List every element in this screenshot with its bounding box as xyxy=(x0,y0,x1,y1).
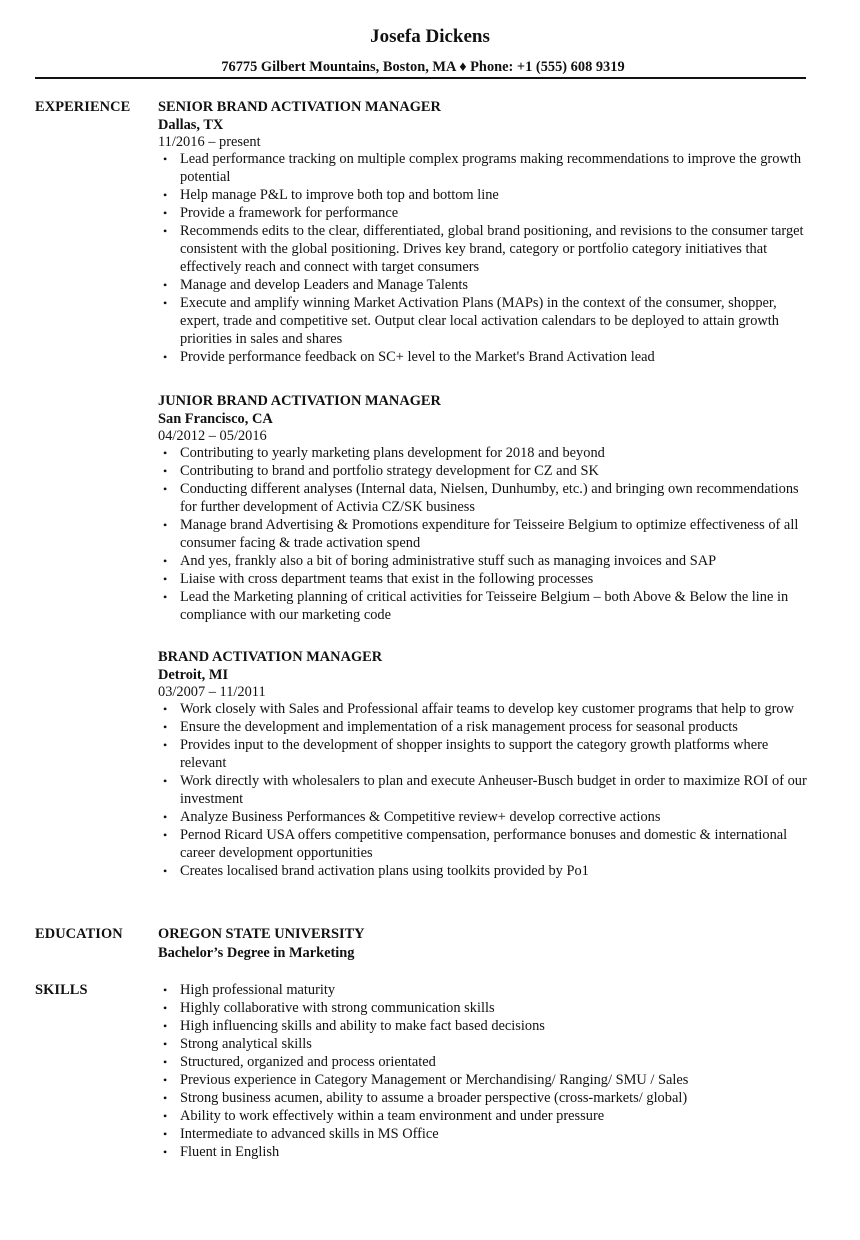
skills-body xyxy=(158,981,818,1161)
list-item-text: Provide a framework for performance xyxy=(180,205,399,221)
job-dates: 04/2012 – 05/2016 xyxy=(158,428,267,444)
job-bullets xyxy=(158,444,818,624)
bullet-icon: • xyxy=(163,224,168,238)
bullet-icon: • xyxy=(163,206,168,220)
list-item xyxy=(158,588,818,624)
list-item-text: Ensure the development and implementation of a risk management process for seasonal products xyxy=(180,719,738,735)
list-item xyxy=(158,348,818,366)
list-item-text: Recommends edits to the clear, differentiated, global brand positioning, and revisions to the consumer target consistent with the global positioning. Drives key brand, category or portfolio category initiatives that effectively reach and connect with target consumers xyxy=(180,223,804,275)
bullet-icon: • xyxy=(163,152,168,166)
list-item-text: Fluent in English xyxy=(180,1144,280,1160)
list-item-text: Analyze Business Performances & Competitive review+ develop corrective actions xyxy=(180,809,661,825)
list-item-text: Lead the Marketing planning of critical activities for Teisseire Belgium – both Above & Below the line in compliance with our marketing code xyxy=(180,589,789,623)
bullet-icon: • xyxy=(163,1145,168,1159)
list-item xyxy=(158,1071,818,1089)
bullet-icon: • xyxy=(163,1019,168,1033)
bullet-icon: • xyxy=(163,774,168,788)
skills-list xyxy=(158,981,818,1161)
list-item-text: Manage brand Advertising & Promotions expenditure for Teisseire Belgium to optimize effectiveness of all consumer facing & trade activation spend xyxy=(180,517,799,551)
list-item-text: Work closely with Sales and Professional affair teams to develop key customer programs that help to grow xyxy=(180,701,795,717)
bullet-icon: • xyxy=(163,482,168,496)
bullet-icon: • xyxy=(163,720,168,734)
bullet-icon: • xyxy=(163,188,168,202)
bullet-icon: • xyxy=(163,1091,168,1105)
bullet-icon: • xyxy=(163,1055,168,1069)
job-title: JUNIOR BRAND ACTIVATION MANAGER xyxy=(158,393,441,409)
list-item xyxy=(158,462,818,480)
list-item-text: Conducting different analyses (Internal data, Nielsen, Dunhumby, etc.) and bringing own recommendations for further development of Activia CZ/SK business xyxy=(180,481,799,515)
bullet-icon: • xyxy=(163,864,168,878)
section-label-skills: SKILLS xyxy=(35,982,88,998)
list-item xyxy=(158,186,818,204)
section-label-experience: EXPERIENCE xyxy=(35,99,131,115)
list-item xyxy=(158,1125,818,1143)
job-bullets xyxy=(158,150,818,366)
job-title: SENIOR BRAND ACTIVATION MANAGER xyxy=(158,99,441,115)
bullet-icon: • xyxy=(163,810,168,824)
education-school: OREGON STATE UNIVERSITY xyxy=(158,926,365,942)
list-item-text: Contributing to yearly marketing plans development for 2018 and beyond xyxy=(180,445,605,461)
list-item xyxy=(158,1143,818,1161)
list-item xyxy=(158,1089,818,1107)
list-item xyxy=(158,736,818,772)
list-item-text: High influencing skills and ability to make fact based decisions xyxy=(180,1018,545,1034)
bullet-icon: • xyxy=(163,446,168,460)
bullet-icon: • xyxy=(163,828,168,842)
list-item xyxy=(158,552,818,570)
list-item-text: Intermediate to advanced skills in MS Office xyxy=(180,1126,439,1142)
bullet-icon: • xyxy=(163,350,168,364)
list-item-text: Ability to work effectively within a team environment and under pressure xyxy=(180,1108,605,1124)
job-location: San Francisco, CA xyxy=(158,411,273,427)
bullet-icon: • xyxy=(163,296,168,310)
list-item xyxy=(158,808,818,826)
bullet-icon: • xyxy=(163,1037,168,1051)
list-item xyxy=(158,999,818,1017)
header-divider xyxy=(35,77,806,79)
list-item xyxy=(158,204,818,222)
candidate-name: Josefa Dickens xyxy=(370,26,490,47)
list-item xyxy=(158,718,818,736)
job-dates: 11/2016 – present xyxy=(158,134,261,150)
list-item-text: Execute and amplify winning Market Activation Plans (MAPs) in the context of the consumer, shopper, expert, trade and competitive set. Output clear local activation calendars to be deployed to attain growth priorities in sales and shares xyxy=(180,295,779,347)
list-item-text: Previous experience in Category Management or Merchandising/ Ranging/ SMU / Sales xyxy=(180,1072,689,1088)
list-item xyxy=(158,294,818,348)
bullet-icon: • xyxy=(163,702,168,716)
list-item-text: Strong analytical skills xyxy=(180,1036,312,1052)
bullet-icon: • xyxy=(163,572,168,586)
list-item-text: Provide performance feedback on SC+ level to the Market's Brand Activation lead xyxy=(180,349,655,365)
list-item xyxy=(158,1053,818,1071)
list-item xyxy=(158,1035,818,1053)
list-item-text: Highly collaborative with strong communication skills xyxy=(180,1000,495,1016)
job-location: Dallas, TX xyxy=(158,117,224,133)
list-item xyxy=(158,150,818,186)
bullet-icon: • xyxy=(163,554,168,568)
job-location: Detroit, MI xyxy=(158,667,229,683)
list-item xyxy=(158,981,818,999)
list-item-text: And yes, frankly also a bit of boring administrative stuff such as managing invoices and SAP xyxy=(180,553,717,569)
list-item-text: Creates localised brand activation plans using toolkits provided by Po1 xyxy=(180,863,589,879)
experience-body xyxy=(158,98,818,879)
job-entry xyxy=(158,392,818,624)
list-item-text: Contributing to brand and portfolio strategy development for CZ and SK xyxy=(180,463,599,479)
list-item xyxy=(158,1107,818,1125)
list-item xyxy=(158,826,818,862)
list-item xyxy=(158,772,818,808)
list-item-text: High professional maturity xyxy=(180,982,336,998)
list-item-text: Work directly with wholesalers to plan and execute Anheuser-Busch budget in order to maximize ROI of our investment xyxy=(180,773,807,807)
list-item xyxy=(158,700,818,718)
bullet-icon: • xyxy=(163,1109,168,1123)
list-item-text: Pernod Ricard USA offers competitive compensation, performance bonuses and domestic & international career development opportunities xyxy=(180,827,788,861)
bullet-icon: • xyxy=(163,590,168,604)
job-entry xyxy=(158,98,818,366)
bullet-icon: • xyxy=(163,278,168,292)
list-item-text: Liaise with cross department teams that exist in the following processes xyxy=(180,571,594,587)
list-item xyxy=(158,276,818,294)
bullet-icon: • xyxy=(163,518,168,532)
list-item-text: Provides input to the development of shopper insights to support the category growth platforms where relevant xyxy=(180,737,769,771)
education-degree: Bachelor’s Degree in Marketing xyxy=(158,945,355,961)
job-entry xyxy=(158,648,818,880)
job-dates: 03/2007 – 11/2011 xyxy=(158,684,266,700)
list-item-text: Help manage P&L to improve both top and bottom line xyxy=(180,187,499,203)
bullet-icon: • xyxy=(163,738,168,752)
list-item-text: Structured, organized and process orientated xyxy=(180,1054,436,1070)
bullet-icon: • xyxy=(163,464,168,478)
list-item xyxy=(158,222,818,276)
list-item xyxy=(158,570,818,588)
list-item xyxy=(158,1017,818,1035)
bullet-icon: • xyxy=(163,1127,168,1141)
list-item-text: Lead performance tracking on multiple complex programs making recommendations to improve the growth potential xyxy=(180,151,802,185)
job-title: BRAND ACTIVATION MANAGER xyxy=(158,649,383,665)
contact-line: 76775 Gilbert Mountains, Boston, MA ♦ Phone: +1 (555) 608 9319 xyxy=(221,59,625,75)
bullet-icon: • xyxy=(163,983,168,997)
bullet-icon: • xyxy=(163,1001,168,1015)
list-item-text: Strong business acumen, ability to assume a broader perspective (cross-markets/ global) xyxy=(180,1090,688,1106)
job-bullets xyxy=(158,700,818,880)
list-item xyxy=(158,862,818,880)
education-body xyxy=(158,925,818,963)
list-item-text: Manage and develop Leaders and Manage Talents xyxy=(180,277,469,293)
list-item xyxy=(158,480,818,516)
section-label-education: EDUCATION xyxy=(35,926,123,942)
list-item xyxy=(158,516,818,552)
bullet-icon: • xyxy=(163,1073,168,1087)
list-item xyxy=(158,444,818,462)
